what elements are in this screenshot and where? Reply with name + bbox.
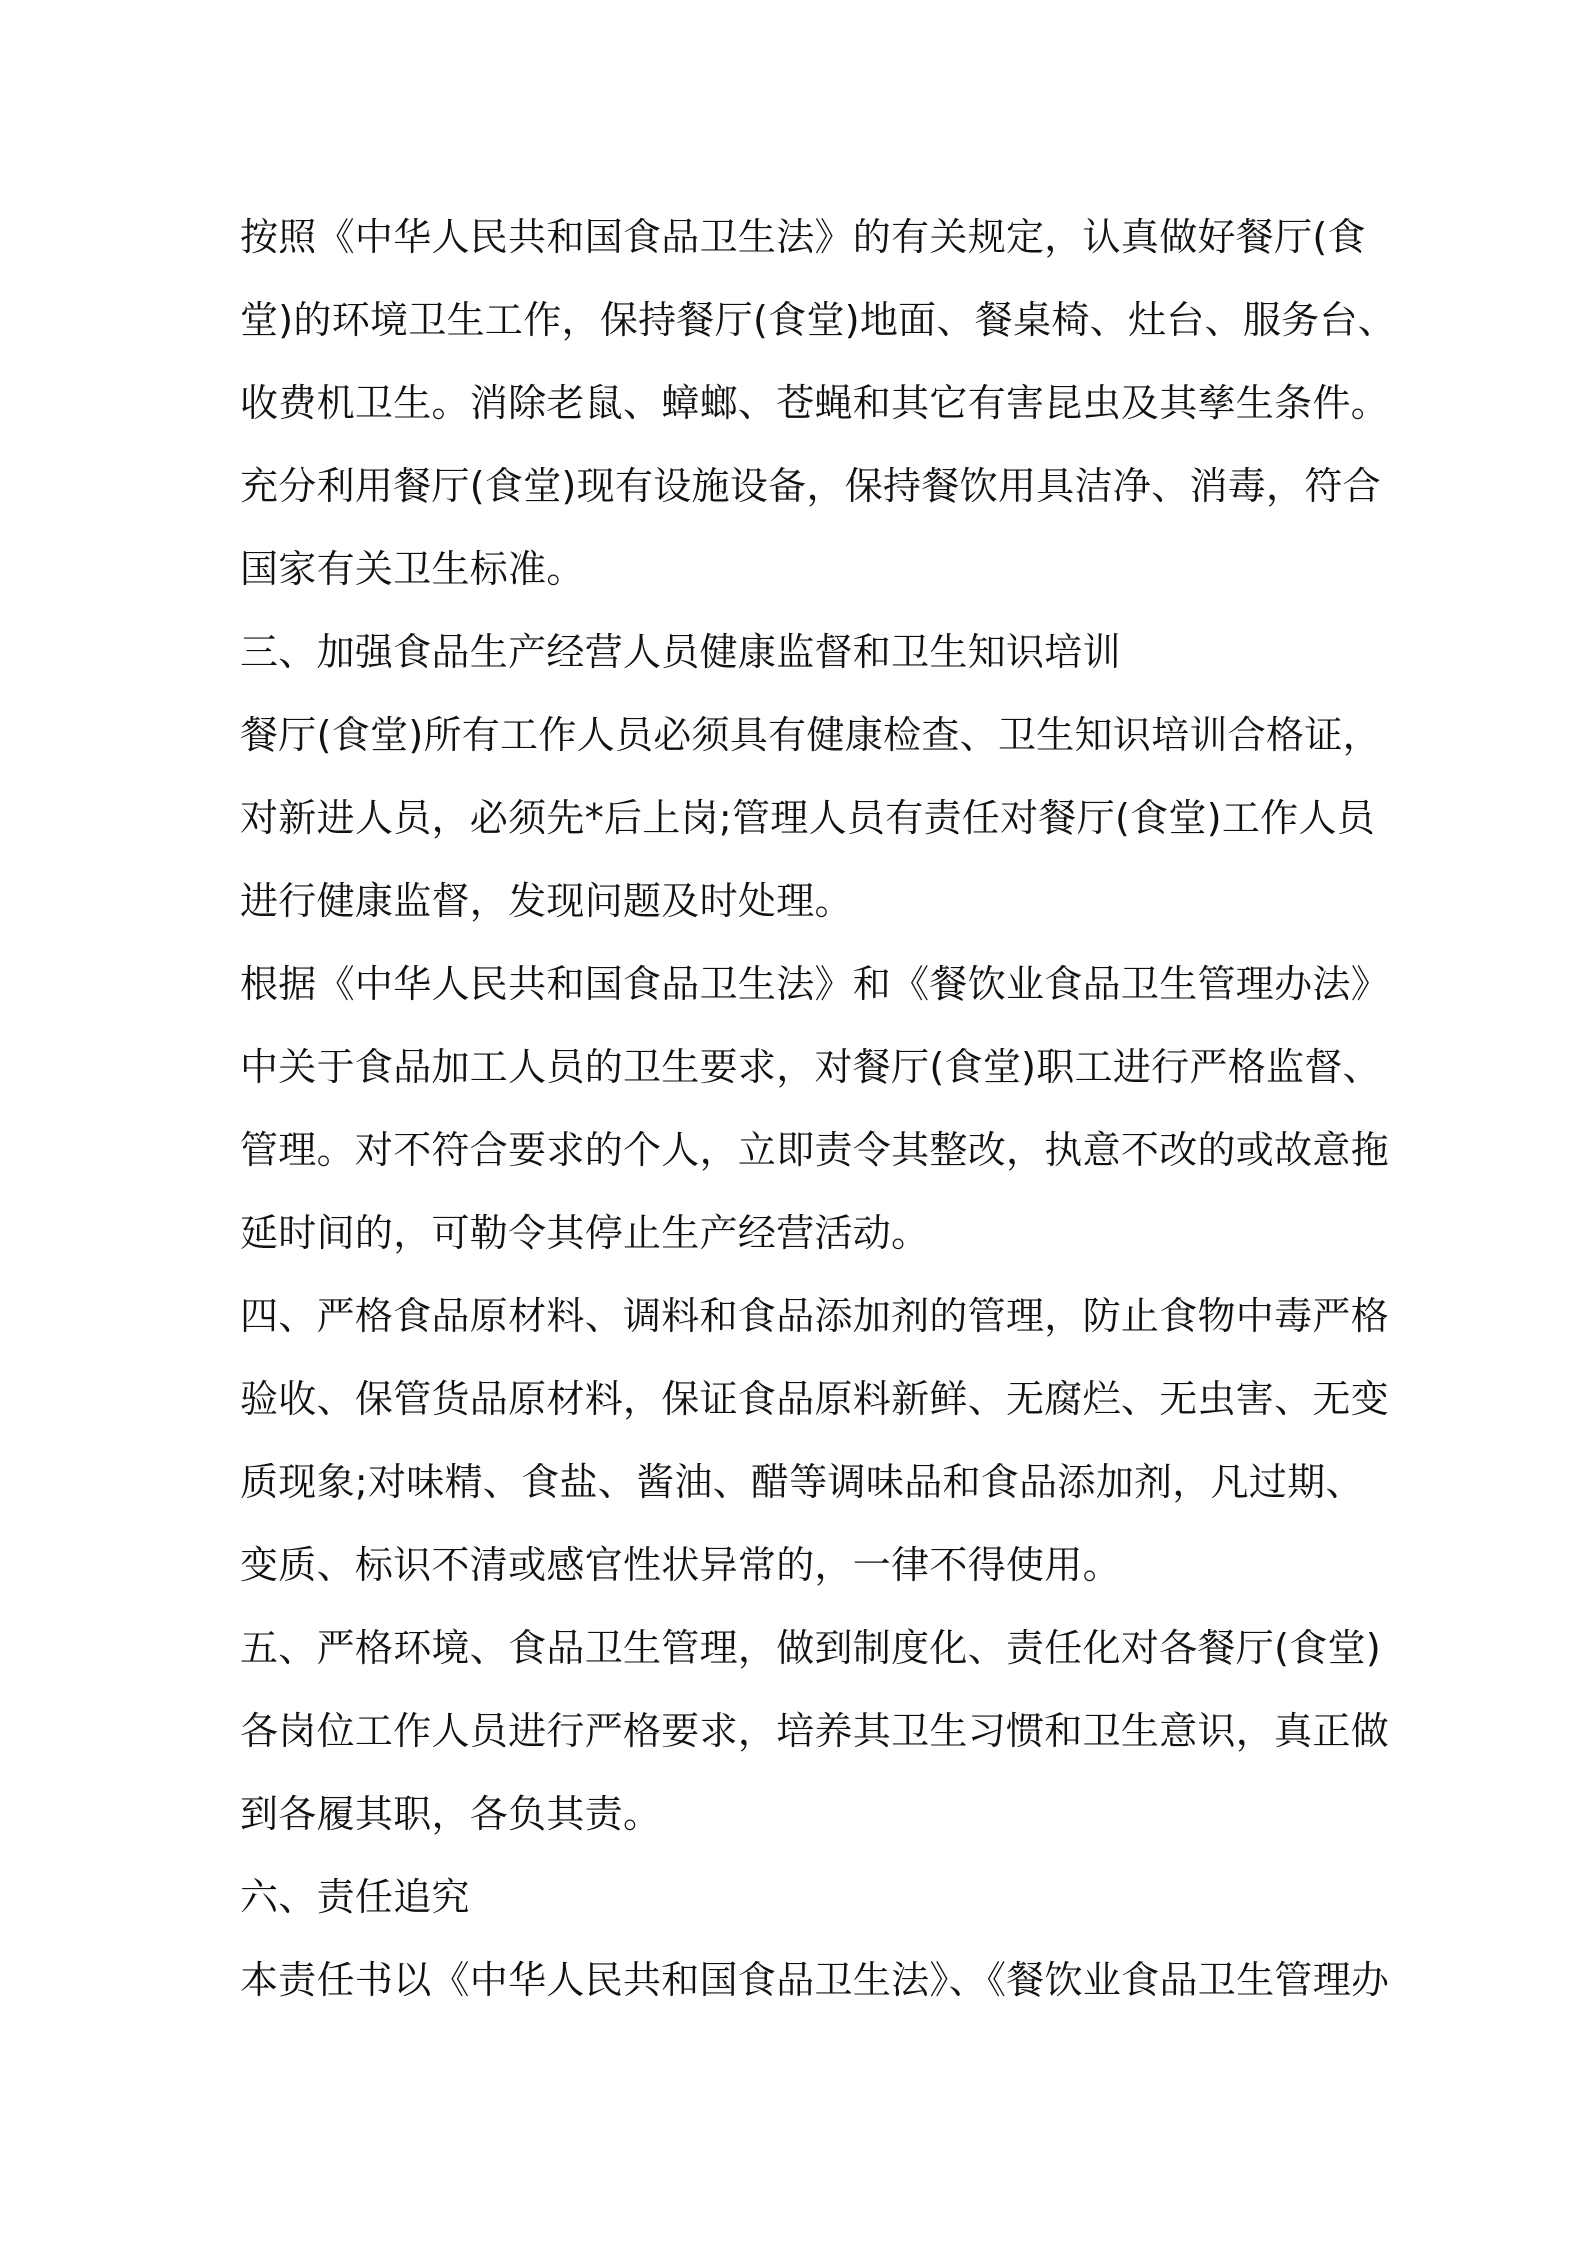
text-line: 充分利用餐厅(食堂)现有设施设备，保持餐饮用具洁净、消毒，符合	[240, 464, 1381, 508]
text-line: 验收、保管货品原材料，保证食品原料新鲜、无腐烂、无虫害、无变	[240, 1377, 1390, 1421]
text-line: 进行健康监督，发现问题及时处理。	[240, 879, 853, 923]
text-line: 根据《中华人民共和国食品卫生法》和《餐饮业食品卫生管理办法》	[240, 962, 1390, 1006]
text-line: 国家有关卫生标准。	[240, 547, 585, 591]
text-line: 堂)的环境卫生工作，保持餐厅(食堂)地面、餐桌椅、灶台、服务台、	[240, 298, 1397, 342]
section-heading-6: 六、责任追究	[240, 1875, 470, 1919]
text-line: 收费机卫生。消除老鼠、蟑螂、苍蝇和其它有害昆虫及其孳生条件。	[240, 381, 1390, 425]
section-heading-4: 四、严格食品原材料、调料和食品添加剂的管理，防止食物中毒严格	[240, 1294, 1390, 1338]
text-line: 各岗位工作人员进行严格要求，培养其卫生习惯和卫生意识，真正做	[240, 1709, 1390, 1753]
section-heading-5: 五、严格环境、食品卫生管理，做到制度化、责任化对各餐厅(食堂)	[240, 1626, 1381, 1670]
text-line: 餐厅(食堂)所有工作人员必须具有健康检查、卫生知识培训合格证，	[240, 713, 1381, 757]
text-line: 本责任书以《中华人民共和国食品卫生法》、《餐饮业食品卫生管理办	[240, 1958, 1390, 2002]
text-line: 管理。对不符合要求的个人，立即责令其整改，执意不改的或故意拖	[240, 1128, 1390, 1172]
text-line: 变质、标识不清或感官性状异常的，一律不得使用。	[240, 1543, 1121, 1587]
text-line: 按照《中华人民共和国食品卫生法》的有关规定，认真做好餐厅(食	[240, 215, 1366, 259]
section-heading-3: 三、加强食品生产经营人员健康监督和卫生知识培训	[240, 630, 1121, 674]
text-line: 延时间的，可勒令其停止生产经营活动。	[240, 1211, 930, 1255]
text-line: 到各履其职，各负其责。	[240, 1792, 662, 1836]
text-line: 对新进人员，必须先*后上岗;管理人员有责任对餐厅(食堂)工作人员	[240, 796, 1376, 840]
text-line: 质现象;对味精、食盐、酱油、醋等调味品和食品添加剂，凡过期、	[240, 1460, 1364, 1504]
text-line: 中关于食品加工人员的卫生要求，对餐厅(食堂)职工进行严格监督、	[240, 1045, 1381, 1089]
document-body	[240, 196, 1397, 2022]
